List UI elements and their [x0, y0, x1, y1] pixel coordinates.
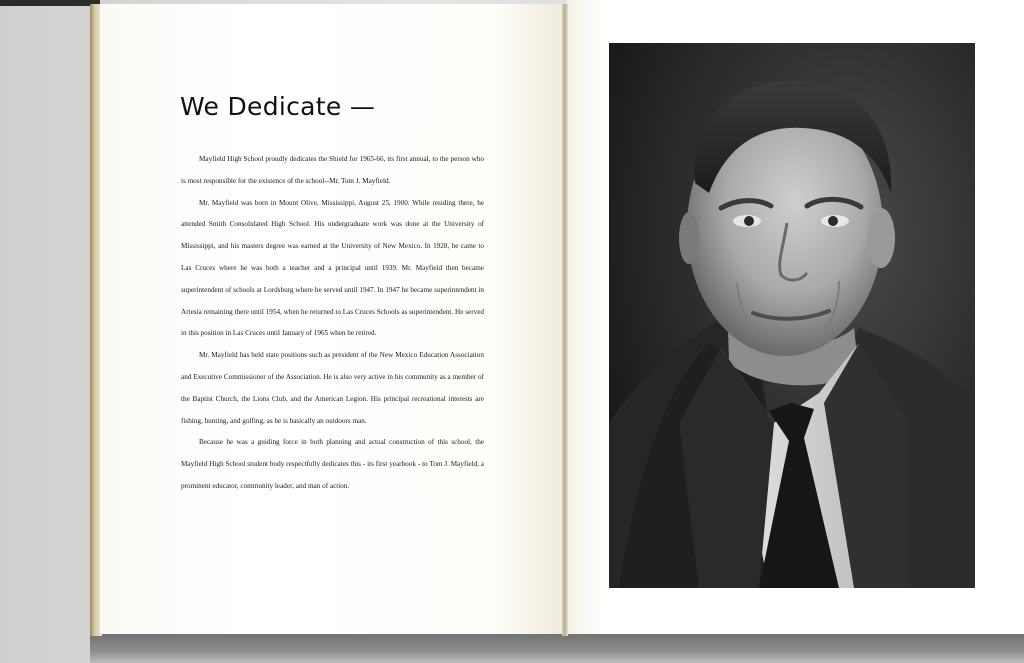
scan-top-edge	[0, 0, 100, 6]
portrait-photo	[609, 43, 975, 588]
paragraph-2: Mr. Mayfield was born in Mount Olive, Mississippi, August 25, 1900. While residing there, he attended Smith Consolidated High School. His undergraduate work was done at the University of Mississippi, and his masters degree was earned at the University of New Mexico. In 1928, he came to Las Cruces where he was both a teacher and a principal until 1939. Mr. Mayfield then became superintendent of schools at Lordsburg where he served until 1947. In 1947 he became superintendent in Artesia remaining there until 1954, when he returned to Las Cruces Schools as superintendent. He served in this position in Las Cruces until January of 1965 when he retired.	[181, 198, 484, 338]
paragraph-1: Mayfield High School proudly dedicates the Shield for 1965-66, its first annual, to the person who is most responsible for the existence of the school--Mr. Tom J. Mayfield.	[181, 155, 484, 185]
paragraph-4: Because he was a guiding force in both planning and actual construction of this school, the Mayfield High School student body respectfully dedicates this - its first yearbook - to Tom J. Mayfield, a prominent educator, community leader, and man of action.	[181, 438, 484, 490]
portrait-illustration	[609, 43, 975, 588]
dedication-text	[181, 149, 484, 498]
book-bottom-shadow	[90, 632, 1024, 663]
paragraph-3: Mr. Mayfield has held state positions such as president of the New Mexico Education Association and Executive Commissioner of the Association. He is also very active in his community as a member of the Baptist Church, the Lions Club, and the American Legion. His principal recreational interests are fishing, hunting, and golfing, as he is basically an outdoors man.	[181, 351, 484, 425]
page-title: We Dedicate —	[180, 92, 376, 121]
book-gutter	[562, 4, 568, 636]
